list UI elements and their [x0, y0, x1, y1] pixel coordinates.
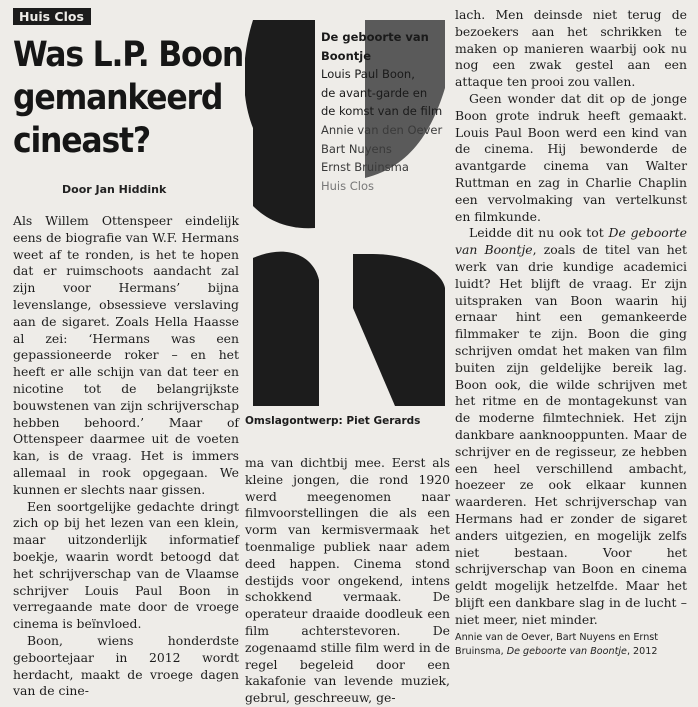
book-title-italic: De geboorte van Boontje	[455, 225, 687, 258]
paragraph-text: Leidde dit nu ook tot	[469, 225, 609, 241]
cover-title-line: De geboorte van	[321, 30, 429, 44]
cover-caption: Omslagontwerp: Piet Gerards	[245, 415, 421, 427]
cover-subtitle-line: Louis Paul Boon,	[321, 67, 415, 82]
credit-title: De geboorte van Boontje	[506, 646, 627, 657]
article-paragraph: Een soortgelijke gedachte dringt zich op bij het lezen van een klein, maar uitzonderlijk informatief boekje, waarin wordt betoogd dat het schrijverschap van de Vlaamse schrijver Louis Paul Boon in verregaande mate door de vroege cinema is beïnvloed.	[13, 498, 239, 632]
cover-subtitle-line: de komst van de film	[321, 104, 443, 119]
book-cover	[245, 18, 445, 408]
article-paragraph	[455, 7, 687, 91]
headline-line: Was L.P. Boon	[13, 35, 244, 75]
headline-line: cineast?	[13, 121, 150, 161]
headline-line: gemankeerd	[13, 78, 223, 118]
cover-publisher: Huis Clos	[321, 178, 375, 193]
article-column-middle	[245, 455, 450, 707]
cover-author: Bart Nuyens	[321, 141, 392, 156]
paragraph-text: Geen wonder dat dit op de jonge Boon grote indruk heeft gemaakt. Louis Paul Boon werd een kind van de cinema. Hij bewonderde de avantgarde cinema van Walter Ruttman en zag in Charlie Chaplin een vervolmaking van vertelkunst en filmkunde.	[455, 90, 687, 224]
byline: Door Jan Hiddink	[62, 183, 167, 196]
article-column-right	[455, 7, 687, 628]
book-credit	[455, 631, 687, 659]
article-paragraph	[455, 91, 687, 225]
section-rubric: Huis Clos	[13, 8, 91, 25]
article-column-left	[13, 213, 239, 700]
article-paragraph	[455, 225, 687, 628]
cover-author: Annie van den Oever	[321, 122, 443, 137]
cover-text	[321, 28, 445, 195]
headline	[13, 34, 245, 163]
cover-subtitle-line: de avant-garde en	[321, 85, 428, 100]
paragraph-text: , zoals de titel van het werk van drie kundige academici luidt? Het blijft de vraag. Er zijn uitspraken van Boon waarin hij ernaar hint een gemankeerde filmmaker te zijn. Boon die ging schrijven omdat het maken van film buiten zijn geldelijke bereik lag. Boon ook, die wilde schrijven met het ritme en de montagekunst van de moderne filmtechniek. Het zijn dankbare aanknooppunten. Maar de schrijver en de regisseur, ze hebben een heel verschillend ambacht, hoezeer ze ook elkaar kunnen waarderen. Het schrijverschap van Hermans had er zonder de sigaret anders uitgezien, en mogelijk zelfs niet bestaan. Voor het schrijverschap van Boon en cinema geldt mogelijk hetzelfde. Maar het blijft een dankbare slag in de lucht – niet meer, niet minder.	[455, 242, 687, 627]
credit-authors: Annie van de Oever, Bart Nuyens en Ernst Bruinsma,	[455, 632, 659, 657]
article-paragraph: ma van dichtbij mee. Eerst als kleine jongen, die rond 1920 werd meegenomen naar filmvoorstellingen die als een vorm van kermisvermaak het toenmalige publiek naar adem deed happen. Cinema stond destijds voor ongekend, intens schokkend vermaak. De operateur draaide doodleuk een film achterstevoren. De zogenaamd stille film werd in de regel begeleid door een kakafonie van levende muziek, gebrul, geschreeuw, ge-	[245, 455, 450, 706]
cover-title-line: Boontje	[321, 48, 371, 63]
credit-year: , 2012	[626, 646, 658, 657]
paragraph-text: lach. Men deinsde niet terug de bezoekers aan het schrikken te maken op manieren waarbij ook nu nog een zwak gestel aan een attaque ten prooi zou vallen.	[455, 7, 687, 90]
article-paragraph: Boon, wiens honderdste geboortejaar in 2012 wordt herdacht, maakt de vroege dagen van de cine-	[13, 632, 239, 699]
cover-author: Ernst Bruinsma	[321, 160, 409, 175]
article-paragraph: Als Willem Ottenspeer eindelijk eens de biografie van W.F. Hermans weet af te ronden, is het te hopen dat er ruimschoots aandacht zal zijn voor Hermans’ bijna levenslange, obsessieve verslaving aan de sigaret. Zoals Hella Haasse al zei: ‘Hermans was een gepassioneerde roker – en het heeft er alle schijn van dat teer en nicotine tot de belangrijkste bouwstenen van zijn schrijverschap hebben behoord.’ Maar of Ottenspeer daarmee uit de voeten kan, is de vraag. Het is immers allemaal in rook opgegaan. We kunnen er slechts naar gissen.	[13, 213, 239, 497]
